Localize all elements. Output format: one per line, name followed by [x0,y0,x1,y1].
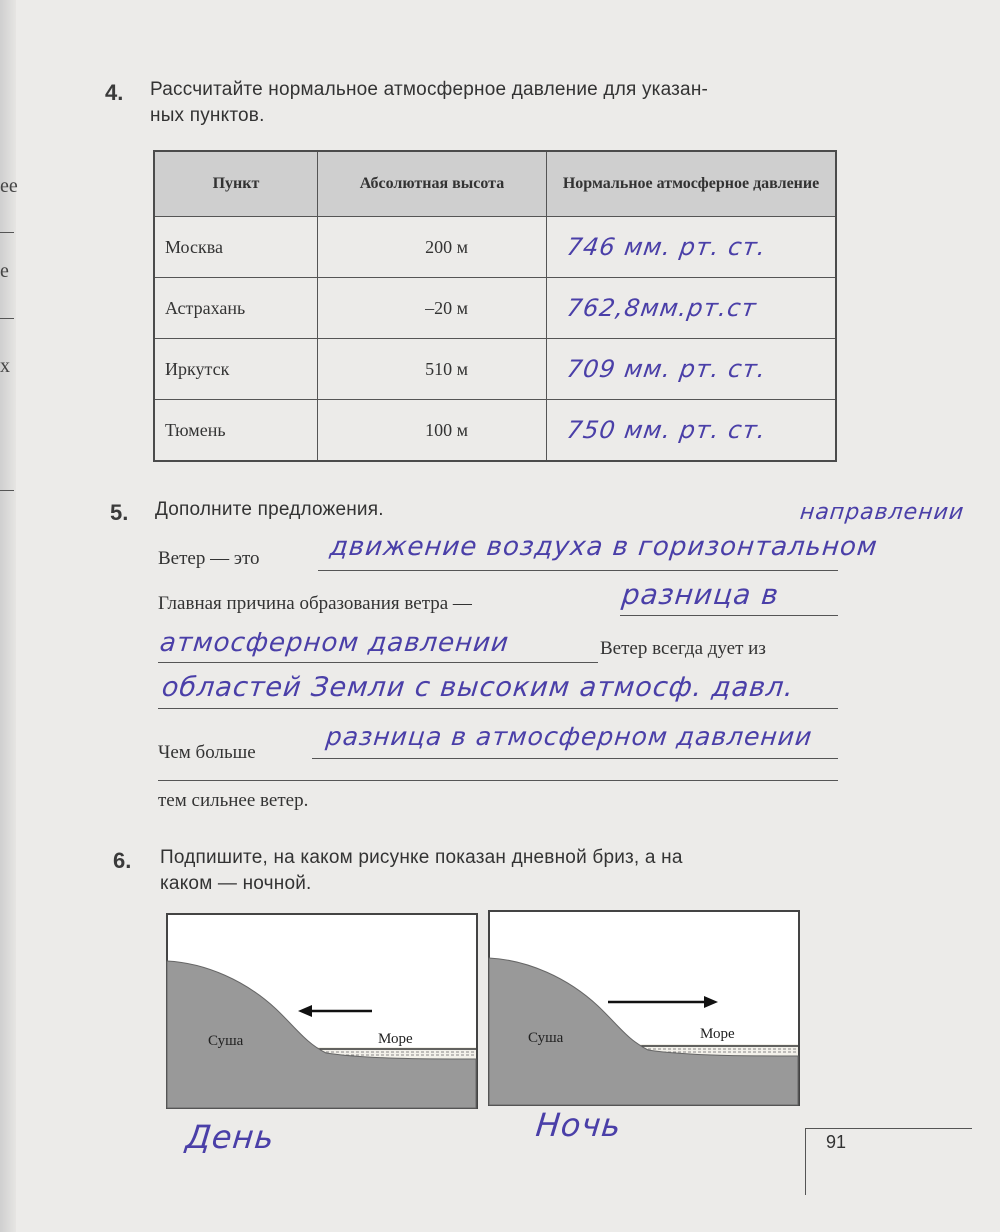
table-row [154,278,836,339]
answer-line [318,570,838,571]
col-header-point: Пункт [154,151,317,217]
altitude-cell: 100 м [317,400,546,462]
city-cell: Астрахань [154,278,317,339]
answer-line [158,780,838,781]
answer-cell[interactable] [547,339,836,400]
task-number: 4. [105,80,124,105]
handwritten-answer: 709 мм. рт. ст. [565,355,769,383]
city-cell: Тюмень [154,400,317,462]
table-row [154,217,836,278]
task5-prompt: Дополните предложения. [155,499,384,520]
city-cell: Иркутск [154,339,317,400]
task6-prompt-line1: Подпишите, на каком рисунке показан дневной бриз, а на [160,847,683,868]
day-breeze-illustration [166,913,478,1109]
answer-cell[interactable] [547,400,836,462]
altitude-cell: –20 м [317,278,546,339]
wind-definition-label: Ветер — это [158,548,260,569]
table-header-row [154,151,836,217]
answer-line [158,662,598,663]
answer-line [312,758,838,759]
handwritten-answer[interactable]: атмосферном давлении [158,628,511,658]
answer-cell[interactable] [547,217,836,278]
edge-rule [0,318,14,319]
handwritten-day-label[interactable]: День [184,1118,277,1156]
edge-fragment: е [0,260,9,282]
handwritten-answer[interactable]: движение воздуха в горизонтальном [328,532,880,562]
task-number: 5. [110,500,129,525]
answer-cell[interactable] [547,278,836,339]
handwritten-answer[interactable]: разница в [620,578,781,611]
stronger-label: тем сильнее ветер. [158,790,309,811]
col-header-altitude: Абсолютная высота [317,151,546,217]
edge-rule [0,232,14,233]
land-label: Суша [528,1030,564,1046]
breeze-diagram-day [166,913,478,1109]
sea-label: Море [378,1031,413,1047]
breeze-diagram-night [488,910,800,1106]
handwritten-answer: 750 мм. рт. ст. [565,416,769,444]
edge-fragment: х [0,355,10,377]
land-label: Суша [208,1033,244,1049]
handwritten-answer: направлении [798,500,966,525]
altitude-cell: 200 м [317,217,546,278]
edge-rule [0,490,14,491]
pressure-table [153,150,837,462]
task6-prompt-line2: каком — ночной. [160,873,312,894]
task4-prompt-line1: Рассчитайте нормальное атмосферное давление для указан- [150,79,709,100]
page-number: 91 [826,1132,847,1152]
handwritten-night-label[interactable]: Ночь [534,1106,624,1144]
wind-cause-label: Главная причина образования ветра — [158,593,472,614]
handwritten-answer[interactable]: разница в атмосферном давлении [324,722,814,751]
sea-label: Море [700,1026,735,1042]
answer-line [158,708,838,709]
table-row [154,339,836,400]
wind-direction-label: Ветер всегда дует из [600,638,766,659]
handwritten-answer: 762,8мм.рт.ст [565,294,759,322]
task4-prompt-line2: ных пунктов. [150,105,265,126]
task-number: 6. [113,848,132,873]
altitude-cell: 510 м [317,339,546,400]
answer-line [620,615,838,616]
handwritten-answer[interactable]: областей Земли с высоким атмосф. давл. [160,672,796,703]
table-row [154,400,836,462]
more-label: Чем больше [158,742,256,763]
city-cell: Москва [154,217,317,278]
night-breeze-illustration [488,910,800,1106]
col-header-pressure: Нормальное атмосферное давление [547,151,836,217]
edge-fragment: ее [0,175,18,197]
handwritten-answer: 746 мм. рт. ст. [565,233,769,261]
